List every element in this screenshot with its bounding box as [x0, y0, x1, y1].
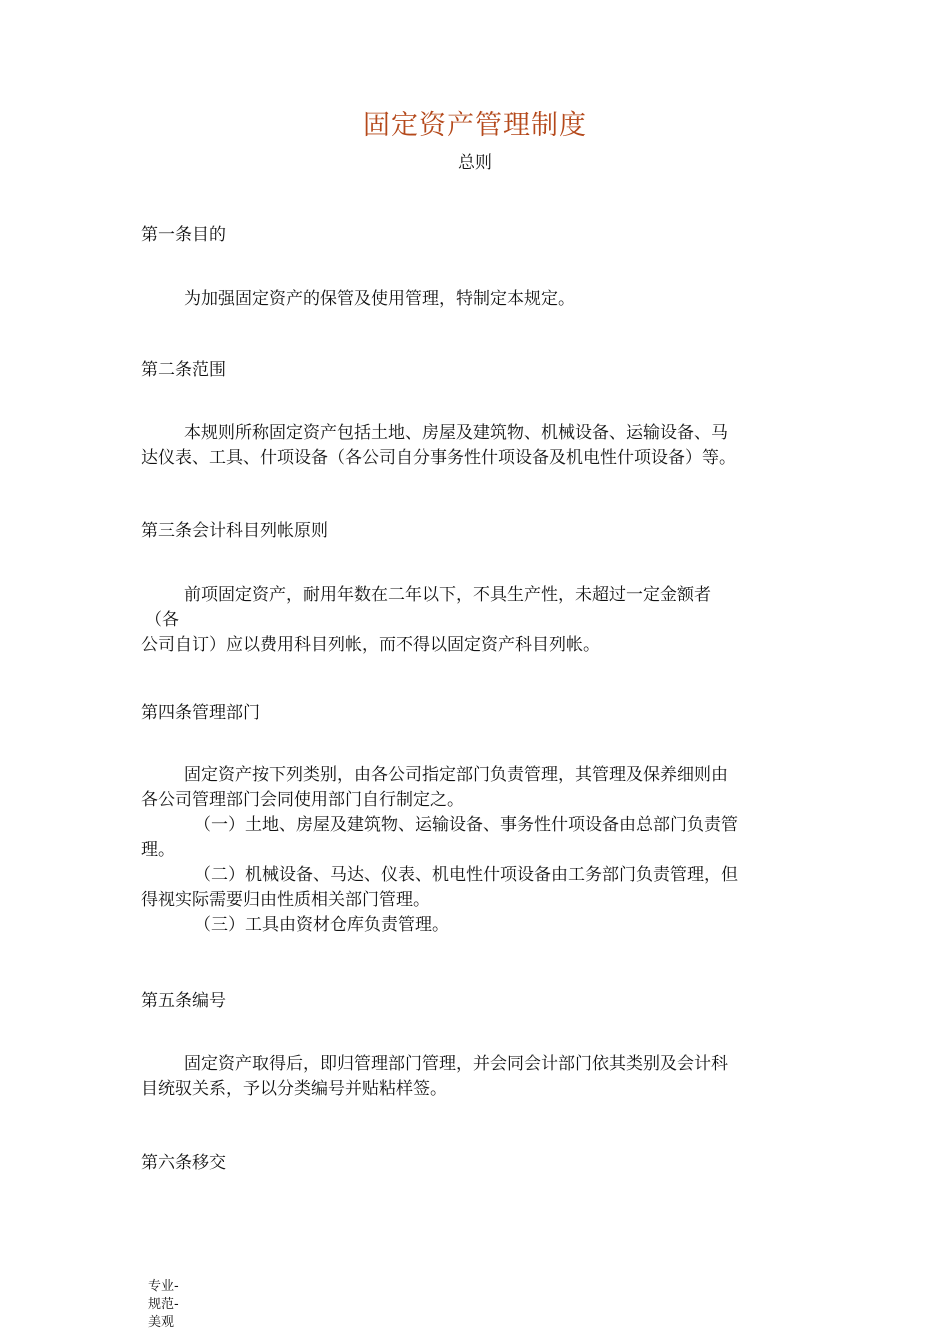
- article-5-body: [141, 1052, 801, 1102]
- document-title: 固定资产管理制度: [363, 110, 587, 141]
- paragraph-line: 固定资产按下列类别，由各公司指定部门负责管理，其管理及保养细则由: [184, 765, 728, 785]
- page-footer: [148, 1278, 179, 1332]
- article-4-body: [141, 763, 801, 938]
- paragraph-line: 前项固定资产，耐用年数在二年以下，不具生产性，未超过一定金额者: [184, 585, 711, 605]
- paragraph-line: 达仪表、工具、什项设备（各公司自分事务性什项设备及机电性什项设备）等。: [141, 448, 736, 468]
- paragraph-line: 理。: [141, 840, 175, 860]
- paragraph-line: （一）土地、房屋及建筑物、运输设备、事务性什项设备由总部门负责管: [194, 815, 738, 835]
- document-subtitle: 总则: [458, 153, 492, 173]
- paragraph-line: 各公司管理部门会同使用部门自行制定之。: [141, 790, 464, 810]
- paragraph-line: 得视实际需要归由性质相关部门管理。: [141, 890, 430, 910]
- paragraph-line: 本规则所称固定资产包括土地、房屋及建筑物、机械设备、运输设备、马: [184, 423, 728, 443]
- article-1-body: [141, 287, 801, 312]
- article-4-heading: 第四条管理部门: [141, 703, 260, 723]
- paragraph-line: 目统驭关系，予以分类编号并贴粘样签。: [141, 1079, 447, 1099]
- footer-line: 美观: [148, 1315, 175, 1330]
- paragraph-line: （各: [145, 610, 179, 630]
- paragraph-line: 固定资产取得后，即归管理部门管理，并会同会计部门依其类别及会计科: [184, 1054, 728, 1074]
- article-3-heading: 第三条会计科目列帐原则: [141, 521, 328, 541]
- article-2-heading: 第二条范围: [141, 360, 226, 380]
- paragraph-line: 公司自订）应以费用科目列帐，而不得以固定资产科目列帐。: [141, 635, 600, 655]
- paragraph-line: （三）工具由资材仓库负责管理。: [194, 915, 449, 935]
- paragraph-line: （二）机械设备、马达、仪表、机电性什项设备由工务部门负责管理，但: [194, 865, 738, 885]
- article-3-body: [141, 583, 801, 658]
- article-1-heading: 第一条目的: [141, 225, 226, 245]
- paragraph-line: 为加强固定资产的保管及使用管理，特制定本规定。: [184, 289, 575, 309]
- footer-line: 规范-: [148, 1297, 179, 1312]
- article-2-body: [141, 421, 801, 471]
- footer-line: 专业-: [148, 1279, 179, 1294]
- article-6-heading: 第六条移交: [141, 1153, 226, 1173]
- article-5-heading: 第五条编号: [141, 991, 226, 1011]
